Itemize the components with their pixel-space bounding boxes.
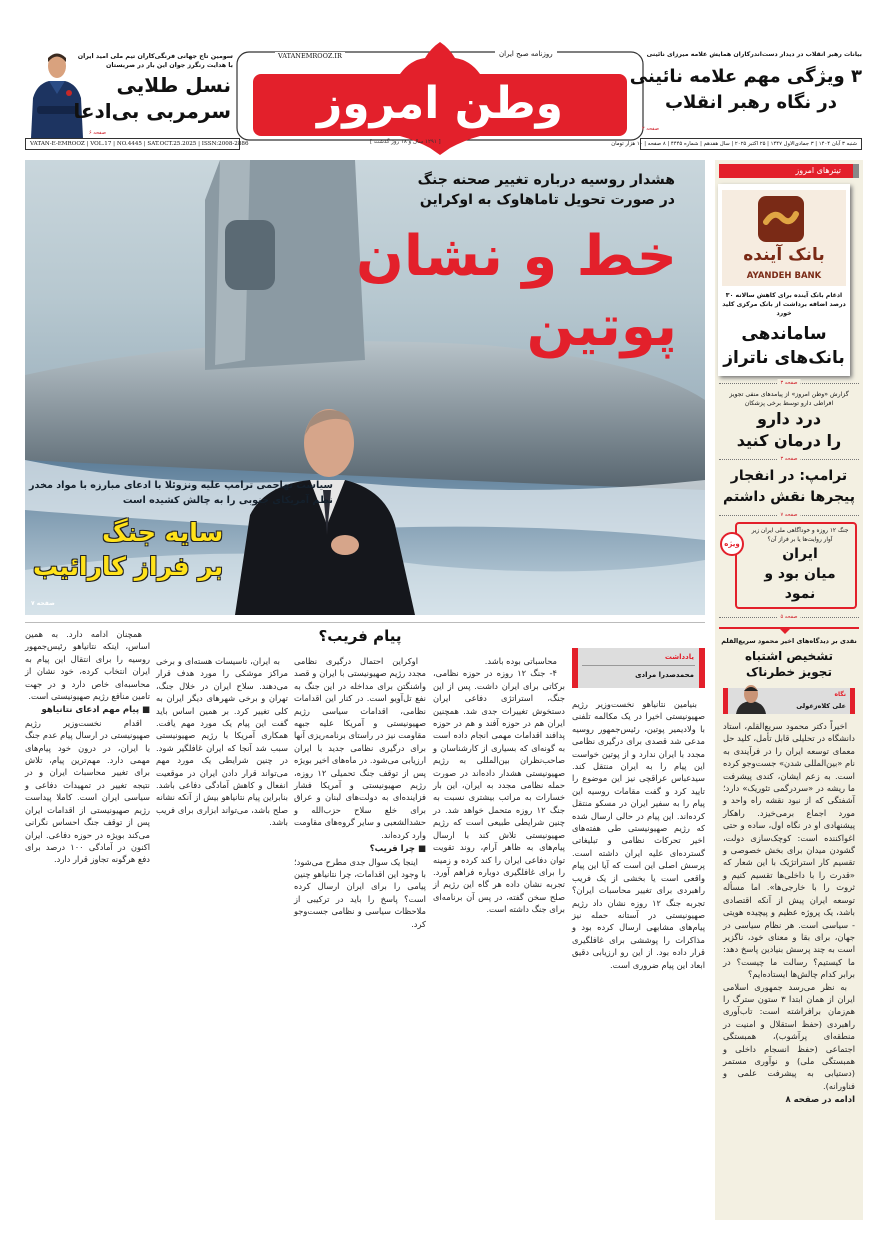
- masthead-logo[interactable]: [235, 40, 645, 155]
- days-counter: [ ۱۲۹۱ سال و ۱۸ روز گذشت ]: [370, 139, 441, 145]
- headline: تشخیص اشتباه: [744, 649, 834, 663]
- kicker: سومین تاج جهانی فرنگی‌کاران تیم ملی امید ایران: [77, 53, 233, 60]
- kicker: بیانات رهبر انقلاب در دیدار دست‌اندرکاران همایش علامه میرزای نائینی: [646, 51, 862, 58]
- opinion-article: [719, 627, 859, 1107]
- kicker: ادغام بانک آینده برای کاهش سالانه ۳۰ درصد اضافه برداشت از بانک مرکزی کلید خورد: [722, 292, 846, 317]
- article-column-3: اوکراین احتمال درگیری نظامی مجدد رژیم صهیونیستی با ایران و قصد واشنگتن برای مداخله در این جنگ به نفع تل‌آویو است. در کنار این اقدامات نظامی، اقدامات سیاسی رژیم صهیونیستی و آمریکا علیه جبهه مقاومت نیز در راستای برنامه‌ریزی آنها برای درگیری نظامی جدید با ایران ارزیابی می‌شود. در ماه‌های اخیر بویژه پس از توقف جنگ تحمیلی ۱۲ روزه، رژیم صهیونیستی و آمریکا فشار فزاینده‌ای به دولت‌های لبنان و عراق برای خلع سلاح حزب‌الله و حشدالشعبی و سایر گروه‌های مقاومت وارد کرده‌اند. ■ چرا فریب؟ اینجا یک سوال جدی مطرح می‌شود؛ با وجود این اقدامات، چرا نتانیاهو چنین پیامی را برای ایران ارسال کرده است؟ پاسخ را باید در ترکیبی از ملاحظات سیاسی و نظامی جست‌وجو کرد.: [294, 656, 426, 929]
- lead-kicker: در صورت تحویل تاماهاوک به اوکراین: [419, 192, 675, 208]
- top-left-story[interactable]: [25, 48, 235, 140]
- headline: ایران: [782, 546, 818, 562]
- page-ref: صفحه ۷: [778, 511, 801, 519]
- headline: ۳ ویژگی مهم علامه نائینی: [629, 66, 862, 87]
- column-label: یادداشت: [664, 653, 694, 661]
- article-column-5: همچنان ادامه دارد. به همین اساس، اینکه نتانیاهو رئیس‌جمهور روسیه را برای انتقال این پیام به ایران انتخاب کرده، خود نشان از محاسبه‌ای خاص دارد و در جهت تامین منافع رژیم صهیونیستی است. ■ پیام مهم ادعای نتانیاهو اقدام نخست‌وزیر رژیم صهیونیستی در ارسال پیام عدم جنگ با ایران، در درون خود پیام‌های مهمی دارد. مهم‌ترین پیام، تلاش برای تغییر محاسبات ایران و در نتیجه تغییر در تمهیدات دفاعی و سیاسی ایران است. کاملا پیداست رژیم صهیونیستی از اقدامات ایران پس از توقف جنگ احساس نگرانی می‌کند بویژه در حوزه دفاعی. ایران اکنون در آمادگی ۱۰۰ درصد برای دفع هرگونه تجاوز قرار دارد.: [25, 629, 150, 865]
- author-name: محمدصدرا مرادی: [635, 671, 694, 679]
- article-title[interactable]: پیام فریب؟: [318, 627, 402, 645]
- page-ref: صفحه ۳: [778, 379, 801, 387]
- page-ref: صفحه ۲: [642, 126, 659, 132]
- column-header: [572, 648, 705, 688]
- headline: درد دارو: [756, 409, 822, 428]
- kicker: با هدایت رنگرز جوان این بار در صربستان: [106, 62, 233, 69]
- marker-icon: [779, 628, 791, 634]
- headline-card-bank[interactable]: [718, 184, 850, 376]
- lead-headline[interactable]: پوتین: [526, 294, 677, 359]
- headline-card-iran[interactable]: [724, 522, 857, 609]
- headline: را درمان کنید: [736, 431, 842, 450]
- headline: پیجرها نقش داشتم: [722, 489, 856, 505]
- kicker: جنگ ۱۲ روزه و خودآگاهی ملی ایران زیر آوار روایت‌ها یا بر فراز آن؟: [751, 528, 849, 543]
- headline: ترامپ: در انفجار: [730, 468, 848, 484]
- kicker: گزارش «وطن امروز» از پیامدهای منفی تجویز افراطی دارو توسط برخی پزشکان: [729, 391, 849, 407]
- page-ref: صفحه ۷: [31, 600, 55, 607]
- kicker: نقدی بر دیدگاه‌های اخیر محمود سریع‌القلم: [721, 637, 857, 645]
- secondary-kicker: سیاست تهاجمی ترامپ علیه ونزوئلا با ادعای مبارزه با مواد مخدر: [29, 480, 333, 491]
- headline-card-trump[interactable]: [715, 466, 863, 508]
- headline: بانک‌های ناتراز: [723, 348, 845, 368]
- divider: [25, 622, 705, 623]
- secondary-headline[interactable]: سایه جنگ: [102, 518, 224, 547]
- article-column-1: بنیامین نتانیاهو نخست‌وزیر رژیم صهیونیستی اخیرا در یک مکالمه تلفنی با ولادیمیر پوتین، رئیس‌جمهور روسیه مدعی شد قصدی برای درگیری نظامی مجدد با ایران ندارد و از پوتین خواست این پیام را به ایران منتقل کند. سیدعباس عراقچی نیز این موضوع را تایید کرد و گفت مقامات روسیه این پیام را به سفیر ایران در مسکو منتقل کرده‌اند. این پیام در حالی ارسال شده که رژیم صهیونیستی طی هفته‌های اخیر تحرکات نظامی و تبلیغاتی گسترده‌ای علیه ایران داشته است. پرسش اصلی این است که آیا این پیام واقعی است یا بخشی از یک فریب راهبردی برای تغییر محاسبات ایران؟ تجربه جنگ ۱۲ روزه نشان داد رژیم صهیونیستی در آستانه حمله نیز پیام‌های مشابهی ارسال کرده بود و مذاکرات را پوششی برای غافلگیری قرار داده بود. از این رو ارزیابی دقیق ابعاد این پیام ضروری است.: [572, 699, 705, 970]
- page-ref: صفحه ۶: [89, 130, 106, 136]
- top-right-story[interactable]: [629, 50, 862, 132]
- headline: میان بود و نمود: [764, 566, 836, 602]
- page-ref: صفحه ۳: [778, 455, 801, 463]
- headline: سرمربی بی‌ادعا: [73, 99, 231, 123]
- article-column-2: محاسباتی بوده باشد. ۴- جنگ ۱۲ روزه در حوزه نظامی، برکاتی برای ایران داشت. پس از این جنگ، استراتژی دفاعی ایران دستخوش تغییرات جدی شد. همچنین ایران هم در حوزه آفند و هم در حوزه پدافند اقدامات مهمی انجام داده است به گونه‌ای که بسیاری از کارشناسان و صاحب‌نظران بین‌المللی به رژیم صهیونیستی هشدار داده‌اند در صورت حمله نظامی مجدد به ایران، این بار خسارات به مراتب بیشتری نسبت به جنگ ۱۲ روزه متحمل خواهد شد. در چنین شرایطی طبیعی است که رژیم صهیونیستی تلاش کند با ارسال پیام‌های به ظاهر آرام، روند تقویت توان دفاعی ایران را کند کرده و زمینه را برای غافلگیری دوباره فراهم آورد. تجربه نشان داده هر گاه این رژیم از صلح سخن گفته، در پس آن برنامه‌ای برای جنگ داشته است.: [433, 656, 565, 915]
- paragraph: اخیراً دکتر محمود سریع‌القلم، استاد دانشگاه در تحلیلی قابل تأمل، کلید حل معمای توسعه ایران را در فرآیندی به نام «بین‌المللی شدن» جست‌وجو کرده است. به زعم ایشان، کندی پیشرفت ما ریشه در «سردرگمی تئوریک» دارد؛ آشفتگی که از نبود نقشه راه واحد و مورد اجماع برمی‌خیزد. راهکار پیشنهادی او در نگاه اول، ساده و حتی اغواکننده است: کوچک‌سازی دولت، گشودن میدان برای بخش خصوصی و تقسیم کار استراتژیک با این شعار که «قدرت را با داخلی‌ها تقسیم کنیم و ثروت را با خارجی‌ها». اما مسأله توسعه ایران پیش از آنکه اقتصادی باشد، یک پروژه عظیم و پیچیده هویتی - سیاسی است. هر نظام سیاسی در جهان، برای بقا و معنای خود، ناگزیر است به چند پرسش بنیادین پاسخ دهد: ما کیستیم؟ رسالت ما چیست؟ در برابر کدام چالش‌ها ایستاده‌ایم؟: [723, 721, 855, 980]
- tagline: روزنامه صبح ایران: [495, 50, 557, 58]
- special-badge: ویژه: [720, 532, 744, 556]
- headline: تجویز خطرناک: [746, 665, 832, 679]
- author-box: [723, 688, 855, 714]
- continued-link[interactable]: ادامه در صفحه ۸: [785, 1095, 855, 1106]
- bank-logo: بانک آینده AYANDEH BANK: [722, 190, 846, 286]
- author-photo: [734, 684, 768, 714]
- lead-photo: [25, 160, 705, 615]
- issue-info-en: VATAN-E-EMROOZ | VOL.17 | NO.4445 | SAT.OCT.25.2025 | ISSN:2008-2886: [25, 138, 240, 150]
- page-ref: صفحه ۵: [778, 613, 801, 621]
- secondary-headline[interactable]: بر فراز کارائیب: [33, 552, 224, 581]
- author-name: علی کلاه‌زغولی: [796, 702, 846, 710]
- section-label: نگاه: [834, 691, 846, 698]
- bank-logo-icon: [758, 196, 804, 242]
- headline: ساماندهی: [741, 324, 827, 344]
- secondary-kicker: نظم آمریکای جنوبی را به چالش کشیده است: [122, 495, 333, 506]
- sidebar: [715, 160, 863, 1220]
- section-label: تیترهای امروز: [719, 164, 859, 178]
- website[interactable]: VATANEMROOZ.IR: [275, 52, 345, 60]
- issue-info-fa: شنبه ۳ آبان ۱۴۰۴ | ۳ جمادی‌الاول ۱۴۴۷ | ۲۵ اکتبر ۲۰۲۵ | سال هفدهم | شماره ۴۴۴۵ | ۸ صفحه | ۱۰ هزار تومان: [640, 138, 862, 150]
- paragraph: به نظر می‌رسد جمهوری اسلامی ایران از همان ابتدا ۳ ستون سترگ را هم‌زمان برافراشته است: تاب‌آوری راهبردی (حفظ استقلال و امنیت در منطقه‌ای پرآشوب)، همبستگی اجتماعی (حفظ انسجام داخلی و همبستگی ملی) و نوآوری مستمر (دستیابی به پیشرفت علمی و فناورانه).: [723, 981, 855, 1091]
- headline: در نگاه رهبر انقلاب: [664, 92, 838, 113]
- headline-card-drugs[interactable]: [715, 390, 863, 452]
- article-column-4: به ایران، تاسیسات هسته‌ای و برخی مراکز موشکی را مورد هدف قرار می‌دهند. سلاح ایران در خلال جنگ، تهران و برخی شهرهای دیگر ایران به کلی تغییر کرد. بر همین اساس باید گفت این پیام یک مورد مهم یافت. همکاری آمریکا با رژیم صهیونیستی سبب شد آنجا که ایران غافلگیر شود. در چنین شرایطی یک مورد مهم می‌تواند قرار دادن ایران در موقعیت انفعال و کاهش آمادگی دفاعی باشد. بنابراین پیام نتانیاهو بیش از آنکه نشانه صلح باشد، می‌تواند ابزاری برای فریب باشد.: [156, 656, 288, 828]
- headline: نسل طلایی: [116, 73, 231, 97]
- putin-figure: [225, 405, 425, 615]
- lead-headline[interactable]: خط و نشان: [356, 224, 677, 289]
- subheading: ■ پیام مهم ادعای نتانیاهو: [41, 705, 150, 716]
- lead-kicker: هشدار روسیه درباره تغییر صحنه جنگ: [417, 172, 675, 188]
- logo-text: وطن امروز: [316, 78, 564, 129]
- subheading: ■ چرا فریب؟: [369, 844, 426, 855]
